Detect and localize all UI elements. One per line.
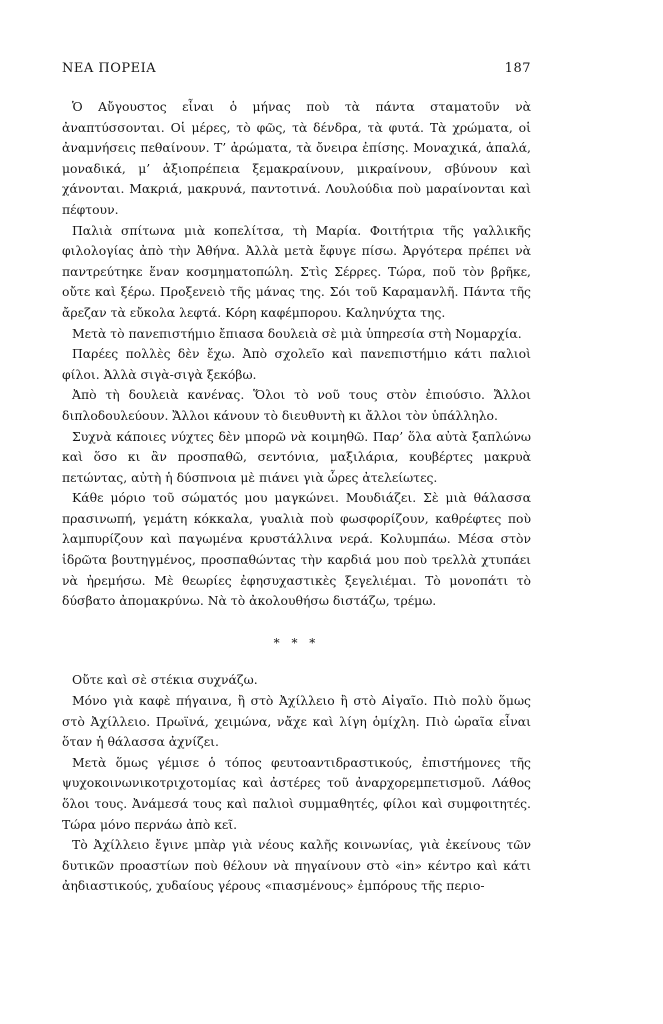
paragraph: Μετὰ τὸ πανεπιστήμιο ἔπιασα δουλειὰ σὲ μιὰ ὑπηρεσία στὴ Νομαρχία.	[72, 325, 522, 341]
paragraph: Τὸ Ἀχίλλειο ἔγινε μπὰρ γιὰ νέους καλῆς κοινωνίας, γιὰ ἐκείνους τῶν δυτικῶν προαστίων ποὺ θέλουν νὰ πηγαίνουν στὸ «in» κέντρο καὶ κάτι ἀηδιαστικούς, χυδαίους γέρους «πιασμένους» ἐμπόρους τῆς περιο-	[62, 837, 531, 894]
paragraph: Μόνο γιὰ καφὲ πήγαινα, ἢ στὸ Ἀχίλλειο ἢ στὸ Αἰγαῖο. Πιὸ πολὺ ὅμως στὸ Ἀχίλλειο. Πρωϊνά, χειμώνα, νἄχε καὶ λίγη ὁμίχλη. Πιὸ ὡραῖα εἶναι ὅταν ἡ θάλασσα ἀχνίζει.	[62, 693, 531, 750]
page-body	[62, 97, 531, 897]
paragraph: Ὁ Αὔγουστος εἶναι ὁ μήνας ποὺ τὰ πάντα σταματοῦν νὰ ἀναπτύσσονται. Οἱ μέρες, τὸ φῶς, τὰ δένδρα, τὰ φυτά. Τὰ χρώματα, οἱ ἀναμνήσεις πεθαίνουν. Τ’ ἀρώματα, τὰ ὄνειρα ἐπίσης. Μοναχικά, ἁπαλά, μοναδικά, μ’ ἀξιοπρέπεια ξεμακραίνουν, μικραίνουν, σβύνουν καὶ χάνονται. Μακριά, μακρυνά, παντοτινά. Λουλούδια ποὺ μαραίνονται καὶ πέφτουν.	[62, 99, 531, 217]
paragraph: Παρέες πολλὲς δὲν ἔχω. Ἀπὸ σχολεῖο καὶ πανεπιστήμιο κάτι παλιοὶ φίλοι. Ἀλλὰ σιγὰ-σιγὰ ξεκόβω.	[62, 346, 531, 382]
paragraph: Παλιὰ σπίτωνα μιὰ κοπελίτσα, τὴ Μαρία. Φοιτήτρια τῆς γαλλικῆς φιλολογίας ἀπὸ τὴν Ἀθήνα. Ἀλλὰ μετὰ ἔφυγε πίσω. Ἀργότερα πρέπει νὰ παντρεύτηκε ἕναν κοσμηματοπώλη. Στὶς Σέρρες. Τώρα, ποῦ τὸν βρῆκε, οὔτε καὶ ξέρω. Προξενειὸ τῆς μάνας της. Σόι τοῦ Καραμανλῆ. Πάντα τῆς ἄρεζαν τὰ εὔκολα λεφτά. Κόρη καφέμπορου. Καληνύχτα της.	[62, 222, 531, 320]
section-separator: * * *	[273, 635, 320, 650]
paragraph: Συχνὰ κάποιες νύχτες δὲν μπορῶ νὰ κοιμηθῶ. Παρ’ ὅλα αὐτὰ ξαπλώνω καὶ ὅσο κι ἂν προσπαθῶ, σεντόνια, μαξιλάρια, κουβέρτες μακρυὰ πετώντας, αὐτὴ ἡ δύσπνοια μὲ πιάνει γιὰ ὧρες ἀτελείωτες.	[62, 428, 531, 485]
running-title: ΝΕΑ ΠΟΡΕΙΑ	[62, 61, 157, 76]
paragraph: Ἀπὸ τὴ δουλειὰ κανένας. Ὅλοι τὸ νοῦ τους στὸν ἐπιούσιο. Ἄλλοι διπλοδουλεύουν. Ἄλλοι κάνουν τὸ διευθυντὴ κι ἄλλοι τὸν ὑπάλληλο.	[62, 387, 531, 423]
paragraph: Κάθε μόριο τοῦ σώματός μου μαγκώνει. Μουδιάζει. Σὲ μιὰ θάλασσα πρασινωπή, γεμάτη κόκκαλα, γυαλιὰ ποὺ φωσφορίζουν, καθρέφτες ποὺ λαμπυρίζουν καὶ παγωμένα κρυστάλλινα νερά. Κολυμπάω. Μέσα στὸν ἱδρῶτα βουτηγμένος, προσπαθώντας τὴν καρδιά μου ποὺ τρελλὰ χτυπάει νὰ ἠρεμήσω. Μὲ θεωρίες ἐφησυχαστικὲς ξεγελιέμαι. Τὸ μονοπάτι τὸ δύσβατο ἀπομακρύνω. Νὰ τὸ ἀκολουθήσω διστάζω, τρέμω.	[62, 490, 531, 609]
paragraph: Οὔτε καὶ σὲ στέκια συχνάζω.	[72, 672, 258, 688]
running-header	[62, 61, 531, 81]
page-number: 187	[504, 61, 531, 76]
paragraph: Μετὰ ὅμως γέμισε ὁ τόπος φευτοαντιδραστικούς, ἐπιστήμονες τῆς ψυχοκοινωνικοτριχοτομίας καὶ ἀστέρες τοῦ ἀναρχορεμπετισμοῦ. Λάθος ὅλοι τους. Ἀνάμεσά τους καὶ παλιοὶ συμμαθητές, φίλοι καὶ συμφοιτητές. Τώρα μόνο περνάω ἀπὸ κεῖ.	[62, 754, 531, 832]
